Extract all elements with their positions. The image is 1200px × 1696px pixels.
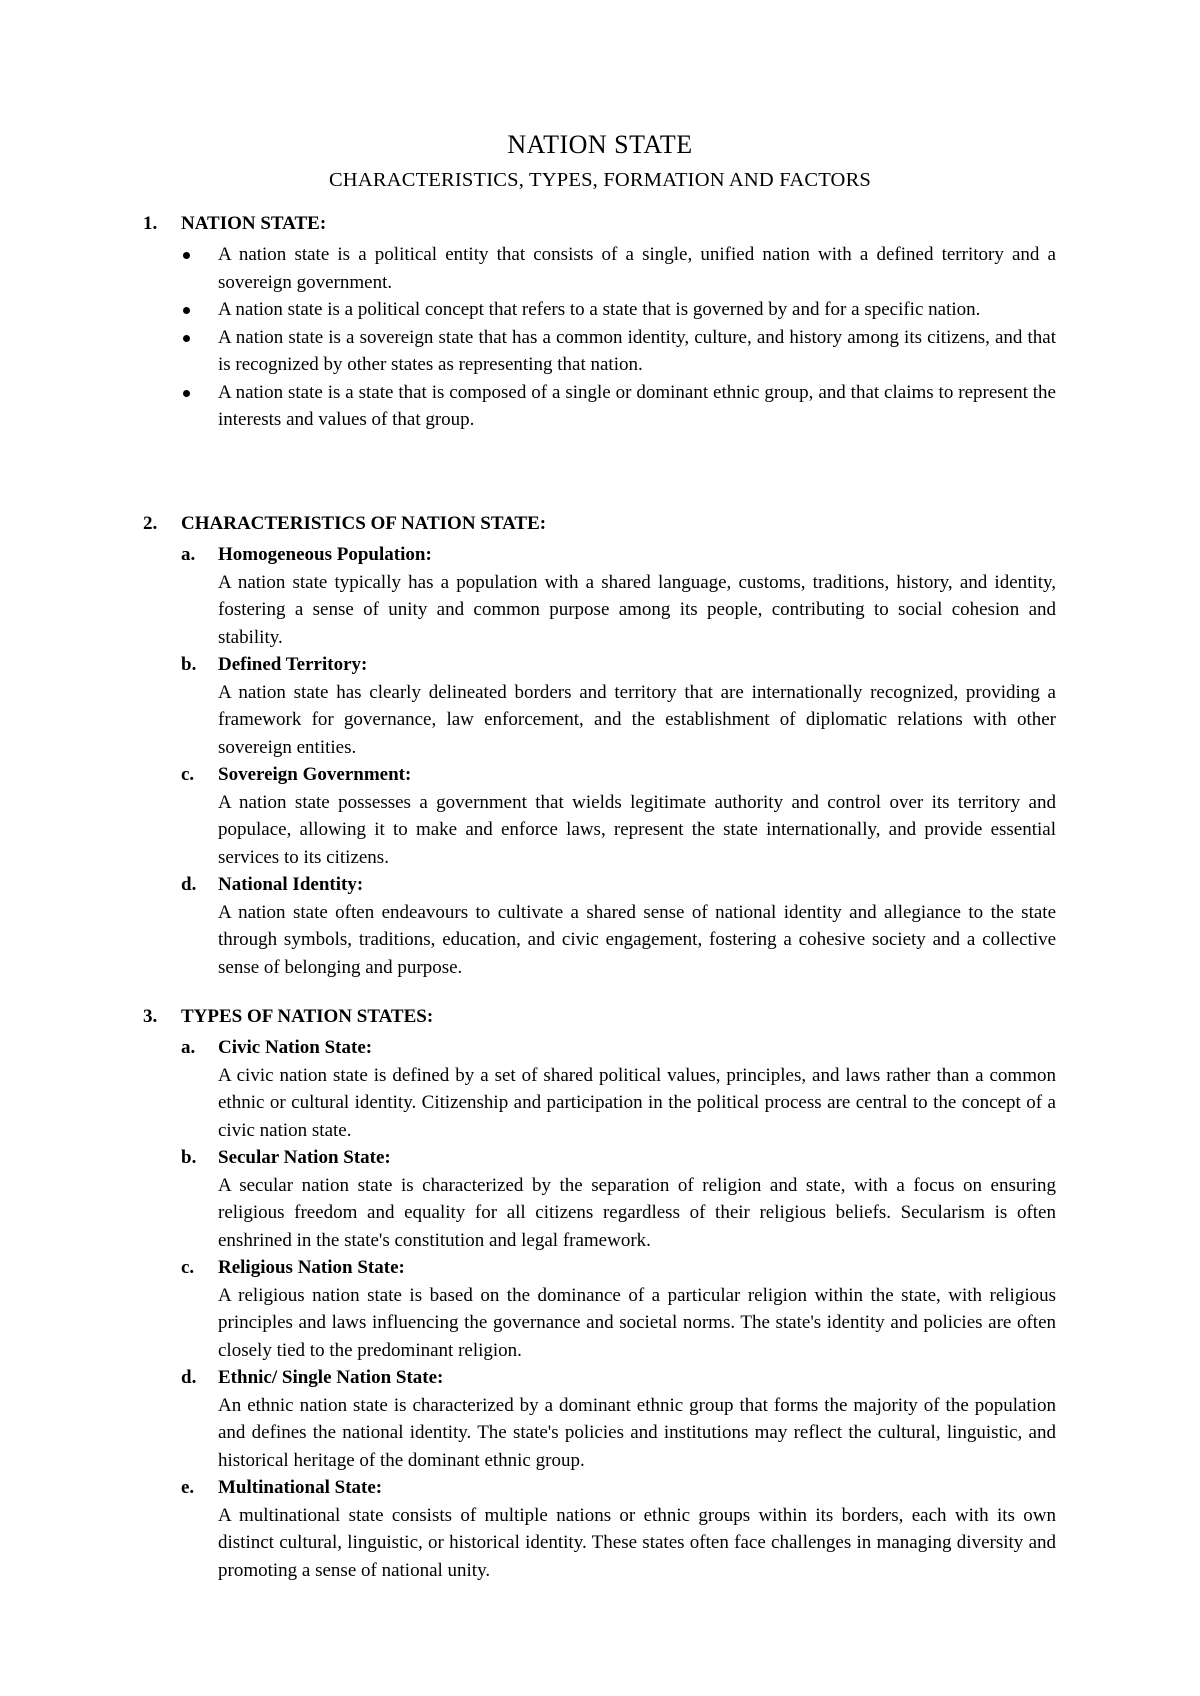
item-title: Religious Nation State: [218,1257,405,1278]
list-item [0,541,1056,651]
list-item [0,871,1056,981]
section-title: CHARACTERISTICS OF NATION STATE: [181,513,547,534]
item-text: A nation state possesses a government that wields legitimate authority and control over its territory and populace, allowing it to make and enforce laws, represent the state internationally, and provide essential services to its citizens. [218,791,1056,868]
list-item [0,241,1056,296]
document-subtitle: CHARACTERISTICS, TYPES, FORMATION AND FACTORS [328,169,872,191]
section-characteristics [0,513,1200,981]
section-title: TYPES OF NATION STATES: [181,1006,434,1027]
bullet-text: A nation state is a sovereign state that has a common identity, culture, and history among its citizens, and that is recognized by other states as representing that nation. [218,326,1056,375]
section-nation-state [0,213,1200,434]
list-item [0,324,1056,379]
list-item [0,379,1056,434]
bullet-icon [183,335,190,342]
item-title: Homogeneous Population: [218,544,432,565]
item-letter: b. [181,654,197,675]
item-title: Sovereign Government: [218,764,412,785]
list-item [0,1034,1056,1144]
bullet-icon [183,252,190,259]
item-text: A nation state has clearly delineated borders and territory that are internationally recognized, providing a framework for governance, law enforcement, and the establishment of diplomatic relations with other sovereign entities. [218,681,1056,758]
item-text: A secular nation state is characterized by the separation of religion and state, with a focus on ensuring religious freedom and equality for all citizens regardless of their religious beliefs. Secularism is often enshrined in the state's constitution and legal framework. [218,1174,1056,1251]
list-item [0,761,1056,871]
item-title: Secular Nation State: [218,1147,391,1168]
item-letter: d. [181,874,197,895]
section-heading [0,1006,1200,1034]
item-text: A multinational state consists of multiple nations or ethnic groups within its borders, each with its own distinct cultural, linguistic, or historical identity. These states often face challenges in managing diversity and promoting a sense of national unity. [218,1504,1056,1581]
document-title: NATION STATE [507,130,693,159]
list-item [0,296,1056,324]
item-letter: a. [181,1037,196,1058]
section-heading [0,213,1200,241]
bullet-text: A nation state is a state that is composed of a single or dominant ethnic group, and that claims to represent the interests and values of that group. [218,381,1056,430]
section-number: 3. [143,1006,158,1027]
section-number: 1. [143,213,158,234]
list-item [0,651,1056,761]
bullet-icon [183,307,190,314]
list-item [0,1254,1056,1364]
item-text: An ethnic nation state is characterized by a dominant ethnic group that forms the majority of the population and defines the national identity. The state's policies and institutions may reflect the cultural, linguistic, and historical heritage of the dominant ethnic group. [218,1394,1056,1471]
item-text: A civic nation state is defined by a set of shared political values, principles, and laws rather than a common ethnic or cultural identity. Citizenship and participation in the political process are central to the concept of a civic nation state. [218,1064,1056,1141]
list-item [0,1364,1056,1474]
section-title: NATION STATE: [181,213,327,234]
item-letter: e. [181,1477,195,1498]
bullet-icon [183,390,190,397]
item-letter: c. [181,764,195,785]
item-letter: a. [181,544,196,565]
list-item [0,1144,1056,1254]
section-heading [0,513,1200,541]
item-text: A nation state typically has a population with a shared language, customs, traditions, history, and identity, fostering a sense of unity and common purpose among its people, contributing to social cohesion and stability. [218,571,1056,648]
item-title: Ethnic/ Single Nation State: [218,1367,444,1388]
bullet-text: A nation state is a political entity that consists of a single, unified nation with a defined territory and a sovereign government. [218,244,1056,293]
item-title: National Identity: [218,874,364,895]
item-title: Defined Territory: [218,654,368,675]
item-title: Multinational State: [218,1477,383,1498]
item-title: Civic Nation State: [218,1037,373,1058]
item-letter: c. [181,1257,195,1278]
bullet-list [0,241,1200,434]
section-number: 2. [143,513,158,534]
item-letter: d. [181,1367,197,1388]
item-text: A nation state often endeavours to cultivate a shared sense of national identity and allegiance to the state through symbols, traditions, education, and civic engagement, fostering a cohesive society and a collective sense of belonging and purpose. [218,901,1056,978]
section-types [0,1006,1200,1584]
item-letter: b. [181,1147,197,1168]
list-item [0,1474,1056,1584]
bullet-text: A nation state is a political concept that refers to a state that is governed by and for a specific nation. [218,299,981,320]
item-text: A religious nation state is based on the dominance of a particular religion within the state, with religious principles and laws influencing the governance and societal norms. The state's identity and policies are often closely tied to the predominant religion. [218,1284,1056,1361]
